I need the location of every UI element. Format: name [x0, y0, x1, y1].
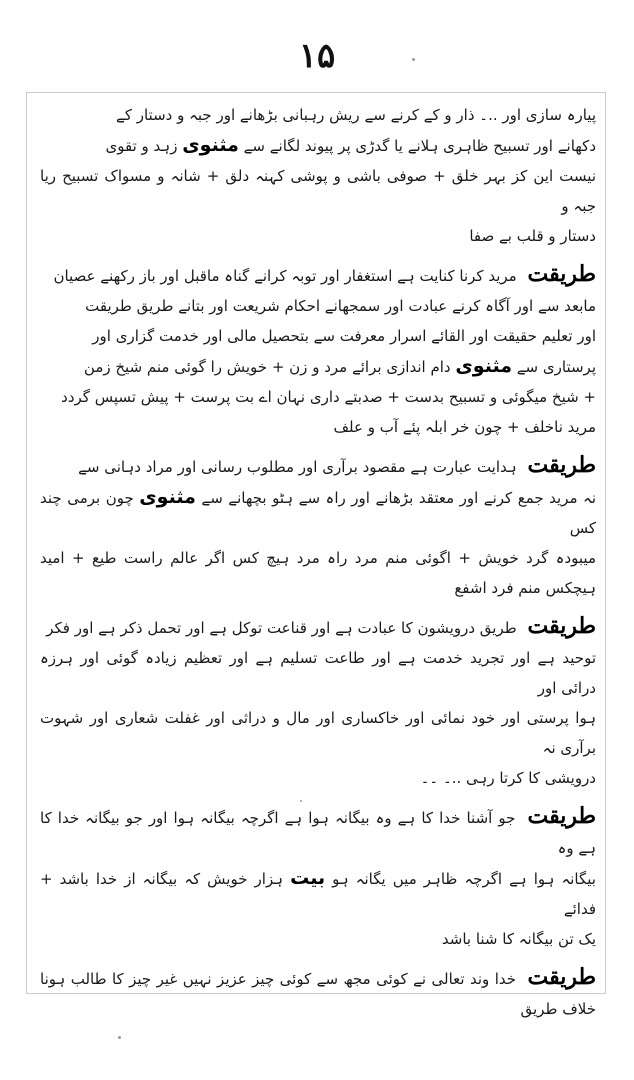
- text-span: بیگانہ ہوا ہے اگرچہ ظاہر میں یگانہ ہو: [332, 870, 596, 888]
- paragraph-3: [40, 450, 596, 603]
- text-span: جو آشنا خدا کا ہے وہ بیگانہ ہوا ہے اگرچہ بیگانہ ہوا اور جو بیگانہ خدا کا ہے وہ: [40, 809, 596, 857]
- text-line: [40, 450, 596, 482]
- paragraph-2: [40, 259, 596, 442]
- text-span: طریق درویشون کا عبادت ہے اور قناعت توکل ہے اور تحمل ذکر ہے اور فکر: [46, 619, 517, 637]
- text-line: [40, 611, 596, 643]
- emphasis-word: مثنوی: [455, 355, 512, 377]
- text-line: نیست این کز بہر خلق + صوفی باشی و پوشی کہنہ دلق + شانہ و مسواک تسبیح ریا جبہ و: [40, 167, 596, 215]
- paragraph-4: [40, 611, 596, 793]
- text-span: نہ مرید جمع کرنے اور معتقد بڑھانے اور راہ سے ہٹو بچھانے سے: [201, 489, 596, 507]
- scan-speck: [300, 800, 302, 802]
- text-line: میبودہ گرد خویش + اگوئی منم مرد راہ مرد ہیچ کس اگر عالم راست طیع + امید ہیچکس منم فرد اشفع: [40, 549, 596, 597]
- text-span: دکھانے اور تسبیح ظاہری ہلانے یا گدڑی پر پیوند لگانے سے: [243, 137, 596, 155]
- page-number: ۱۵: [298, 36, 336, 76]
- text-line: توحید ہے اور تجرید خدمت ہے اور طاعت تسلیم ہے اور تعظیم زیادہ گوئی اور ہرزہ درائی اور: [40, 649, 596, 697]
- text-line: مرید ناخلف + چون خر ابلہ پئے آب و علف: [333, 418, 596, 436]
- emphasis-word: مثنوی: [182, 134, 239, 156]
- section-heading: طریقت: [527, 964, 596, 990]
- text-line: [40, 482, 596, 543]
- text-line: [40, 130, 596, 161]
- text-line: اور تعلیم حقیقت اور القائے اسرار معرفت سے بتحصیل مالی اور خدمت گزاری اور: [92, 327, 596, 345]
- section-heading: طریقت: [527, 452, 596, 478]
- document-body: [40, 100, 596, 1032]
- text-line: مابعد سے اور آگاہ کرنے عبادت اور سمجھانے احکام شریعت اور بتانے طریق طریقت: [85, 297, 596, 315]
- text-line: [40, 962, 596, 1024]
- paragraph-6: [40, 962, 596, 1024]
- text-line: ہوا پرستی اور خود نمائی اور خاکساری اور مال و دراثی اور غفلت شعاری اور شہوت برآری نہ: [40, 709, 596, 757]
- text-line: [40, 801, 596, 863]
- scan-speck: [118, 1036, 121, 1039]
- text-line: [40, 863, 596, 924]
- text-line: یک تن بیگانہ کا شنا باشد: [441, 930, 596, 948]
- text-line: پیارہ سازی اور ..۔ ذار و کے کرنے سے ریش رہبانی بڑھانے اور جبہ و دستار کے: [116, 106, 596, 124]
- text-span: ہزار خویش کہ بیگانہ از خدا باشد + فدائے: [40, 870, 596, 918]
- text-line: + شیخ میگوئی و تسبیح بدست + صدبتے داری نہان اے بت پرست + پیش تسپس گردد: [61, 388, 596, 406]
- emphasis-word: مثنوی: [139, 486, 196, 508]
- text-span: ہدایت عبارت ہے مقصود برآری اور مطلوب رسانی اور مراد دہانی سے: [78, 458, 517, 476]
- text-line: درویشی کا کرتا رہی ..۔ ۔۔: [420, 769, 596, 787]
- scan-speck: [412, 58, 415, 61]
- paragraph-5: [40, 801, 596, 954]
- paragraph-1: [40, 100, 596, 251]
- text-span: مرید کرنا کنایت ہے استغفار اور توبہ کرانے گناہ ماقبل اور باز رکھنے عصیان: [53, 267, 517, 285]
- text-line: [40, 259, 596, 291]
- section-heading: طریقت: [527, 261, 596, 287]
- text-span: پرستاری سے: [516, 358, 596, 376]
- section-heading: طریقت: [527, 803, 596, 829]
- text-span: خدا وند تعالی نے کوئی مجھ سے کوئی چیز عزیز نہیں غیر چیز کا طالب ہونا خلاف طریق: [40, 970, 596, 1018]
- text-line: دستار و قلب بے صفا: [469, 227, 596, 245]
- text-span: دام اندازی برائے مرد و زن + خویش را گوئی منم شیخ زمن: [83, 358, 451, 376]
- emphasis-word: بیت: [290, 867, 326, 889]
- text-line: [40, 351, 596, 382]
- text-span: زہد و تقوی: [105, 137, 178, 155]
- section-heading: طریقت: [527, 613, 596, 639]
- text-span: چون برمی چند کس: [40, 489, 596, 537]
